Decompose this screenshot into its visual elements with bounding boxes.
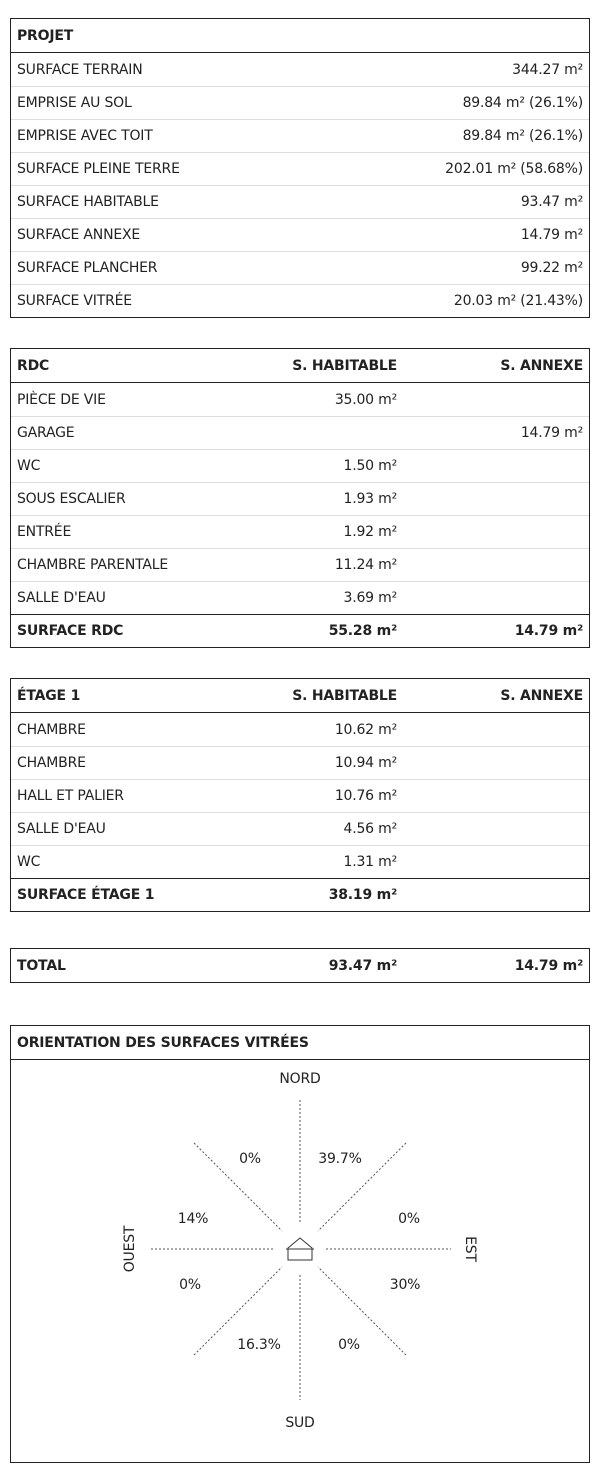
projet-title: PROJET [17,27,74,44]
row-value: 344.27 m² [512,61,583,78]
table-row [11,845,589,878]
table-row [11,383,589,416]
orientation-compass [11,1060,589,1462]
sector-northeast-east-value: 0% [398,1211,420,1227]
table-row [11,779,589,812]
table-row [11,746,589,779]
sector-north-northwest-value: 0% [239,1151,261,1167]
orientation-title: ORIENTATION DES SURFACES VITRÉES [17,1034,309,1051]
table-row [11,416,589,449]
rdc-header [11,349,589,383]
row-label: GARAGE [17,425,75,441]
grand-total-row [11,949,589,982]
table-row [11,581,589,614]
north-label: NORD [279,1071,321,1087]
projet-table [10,18,590,318]
table-row [11,548,589,581]
total-table [10,948,590,983]
col-annexe-header: S. ANNEXE [500,687,583,704]
row-label: ENTRÉE [17,524,72,540]
row-habitable: 10.62 m² [334,721,397,738]
row-habitable: 10.76 m² [334,788,397,804]
row-value: 202.01 m² (58.68%) [445,161,583,177]
row-label: HALL ET PALIER [17,788,124,804]
table-row [11,185,589,218]
rdc-table [10,348,590,648]
row-habitable: 1.31 m² [343,854,397,870]
row-annexe: 14.79 m² [520,425,583,441]
total-habitable: 55.28 m² [328,623,397,639]
total-label: SURFACE ÉTAGE 1 [17,887,155,903]
table-row [11,449,589,482]
row-label: SOUS ESCALIER [17,491,126,507]
row-habitable: 11.24 m² [334,557,397,573]
row-value: 89.84 m² (26.1%) [462,128,583,144]
row-label: CHAMBRE PARENTALE [17,557,169,573]
etage1-total-row [11,878,589,911]
row-habitable: 3.69 m² [343,590,397,606]
etage1-header [11,679,589,713]
row-label: SALLE D'EAU [17,590,106,606]
house-icon [286,1238,314,1260]
row-habitable: 10.94 m² [334,755,397,771]
sector-north-northeast-value: 39.7% [318,1151,362,1167]
east-label: EST [462,1236,478,1262]
col-habitable-header: S. HABITABLE [292,357,397,374]
grand-total-habitable: 93.47 m² [328,957,397,974]
total-annexe: 14.79 m² [514,623,583,639]
row-label: CHAMBRE [17,721,86,738]
total-label: SURFACE RDC [17,623,124,639]
table-row [11,152,589,185]
rdc-total-row [11,614,589,647]
table-row [11,53,589,86]
row-habitable: 4.56 m² [343,821,397,837]
row-habitable: 35.00 m² [334,391,397,408]
sector-south-southwest-value: 16.3% [237,1337,281,1353]
total-habitable: 38.19 m² [328,887,397,903]
col-annexe-header: S. ANNEXE [500,357,583,374]
sector-west-northwest-value: 14% [177,1211,209,1227]
row-label: SURFACE ANNEXE [17,227,141,243]
west-label: OUEST [122,1225,138,1273]
row-value: 14.79 m² [520,227,583,243]
row-label: SURFACE PLANCHER [17,260,158,276]
row-value: 93.47 m² [520,194,583,210]
row-label: SURFACE HABITABLE [17,194,159,210]
etage1-title: ÉTAGE 1 [17,687,81,704]
table-row [11,812,589,845]
table-row [11,482,589,515]
projet-header [11,19,589,53]
orientation-header [11,1026,589,1060]
row-label: EMPRISE AVEC TOIT [17,128,153,144]
table-row [11,713,589,746]
table-row [11,284,589,317]
row-habitable: 1.50 m² [343,458,397,474]
orientation-panel [10,1025,590,1463]
row-label: SURFACE TERRAIN [17,61,143,78]
sector-southwest-west-value: 0% [179,1277,201,1293]
row-label: SURFACE PLEINE TERRE [17,161,180,177]
row-label: EMPRISE AU SOL [17,95,132,111]
table-row [11,515,589,548]
south-label: SUD [285,1415,315,1431]
row-habitable: 1.92 m² [343,524,397,540]
grand-total-label: TOTAL [17,957,66,974]
sector-southeast-south-value: 0% [338,1337,360,1353]
rdc-title: RDC [17,357,50,374]
row-label: CHAMBRE [17,755,86,771]
row-value: 89.84 m² (26.1%) [462,95,583,111]
table-row [11,251,589,284]
row-label: SALLE D'EAU [17,821,106,837]
row-label: PIÈCE DE VIE [17,391,106,408]
table-row [11,218,589,251]
row-value: 20.03 m² (21.43%) [453,293,583,309]
col-habitable-header: S. HABITABLE [292,687,397,704]
grand-total-annexe: 14.79 m² [514,957,583,974]
row-label: WC [17,854,41,870]
row-label: WC [17,458,41,474]
row-value: 99.22 m² [520,260,583,276]
etage1-table [10,678,590,912]
sector-east-southeast-value: 30% [389,1277,421,1293]
table-row [11,119,589,152]
row-label: SURFACE VITRÉE [17,293,132,309]
row-habitable: 1.93 m² [343,491,397,507]
table-row [11,86,589,119]
